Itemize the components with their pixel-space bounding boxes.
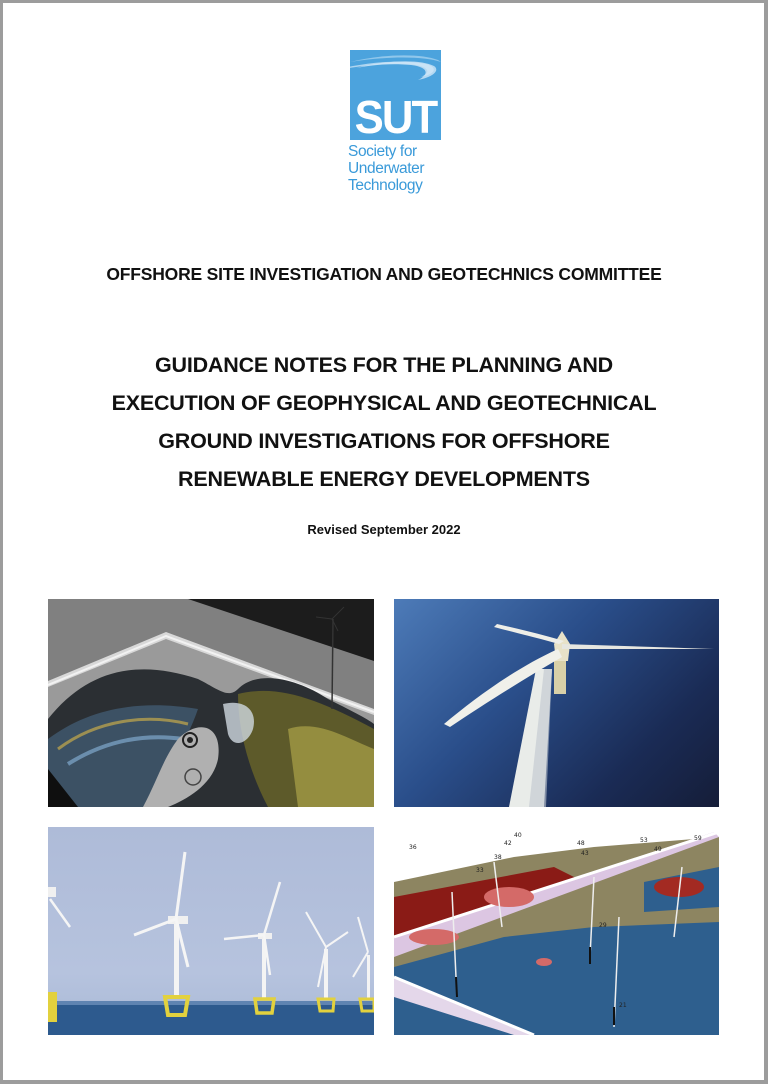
turbine [306,912,348,1011]
title-line: GROUND INVESTIGATIONS FOR OFFSHORE [158,429,610,453]
document-title [0,346,768,498]
logo-line: Technology [348,177,423,194]
title-line: EXECUTION OF GEOPHYSICAL AND GEOTECHNICAL [111,391,657,415]
ground-model-image [394,827,719,1035]
sut-logo [326,46,446,206]
revision-date: Revised September 2022 [307,522,461,537]
location-label: 36 [409,844,417,851]
logo-line: Society for [348,143,417,160]
location-label: 59 [694,835,702,842]
location-label: 38 [494,854,502,861]
logo-line: Underwater [348,160,425,177]
location-label: 53 [640,837,648,844]
turbine [134,852,188,1015]
swoosh-icon [326,50,446,90]
location-label: 49 [654,846,662,853]
location-label: 43 [581,850,589,857]
title-line: GUIDANCE NOTES FOR THE PLANNING AND [154,353,614,377]
location-label: 42 [504,840,512,847]
seismic-volume-image [48,599,374,807]
turbine [224,882,280,1013]
location-label: 40 [514,832,522,839]
turbine [353,917,374,1011]
location-label: 29 [599,922,607,929]
committee-heading: OFFSHORE SITE INVESTIGATION AND GEOTECHNICS COMMITTEE [106,264,662,284]
wind-turbine-closeup-image [394,599,719,807]
location-label: 33 [476,867,484,874]
logo-organization-name [348,143,424,194]
location-label: 21 [619,1002,627,1009]
title-line: RENEWABLE ENERGY DEVELOPMENTS [178,467,590,491]
offshore-wind-farm-image [48,827,374,1035]
location-label: 48 [577,840,585,847]
logo-abbreviation: SUT [354,91,437,143]
